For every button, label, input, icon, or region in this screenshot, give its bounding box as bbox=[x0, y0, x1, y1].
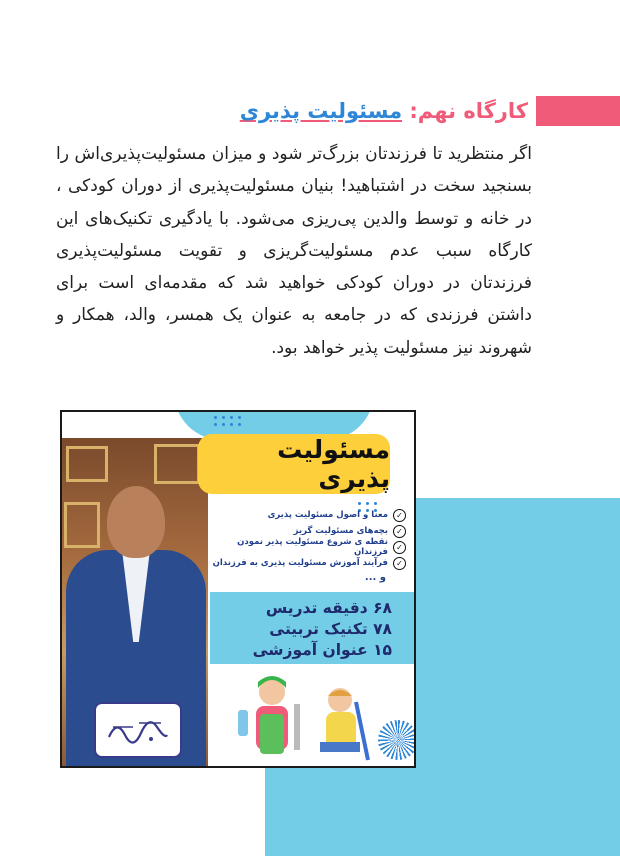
list-item: ✓ بچه‌های مسئولیت گریز bbox=[206, 523, 406, 539]
section-title bbox=[240, 96, 620, 126]
stats-list bbox=[253, 598, 392, 661]
poster-heading: مسئولیت پذیری bbox=[277, 435, 390, 493]
check-icon: ✓ bbox=[393, 509, 406, 522]
body-paragraph: اگر منتظرید تا فرزندتان بزرگ‌تر شود و میزان مسئولیت‌پذیری‌اش را بسنجید سخت در اشتباهید! بنیان مسئولیت‌پذیری از دوران کودکی ، در خانه و توسط والدین پی‌ریزی می‌شود. با یادگیری تکنیک‌های این کارگاه سبب عدم مسئولیت‌گریزی و تقویت مسئولیت‌پذیری فرزندتان در دوران کودکی خواهید شد که مقدمه‌ای است برای داشتن فرزندی که در جامعه به عنوان یک همسر، والد، همکار و شهروند نیز مسئولیت پذیر خواهد بود. bbox=[56, 144, 532, 358]
brand-logo bbox=[94, 702, 182, 758]
stat-techniques: ۷۸ تکنیک تربیتی bbox=[269, 620, 392, 638]
kid-boy-cleaning-image bbox=[306, 682, 376, 766]
list-item: ✓ معنا و اصول مسئولیت پذیری bbox=[206, 507, 406, 523]
check-icon: ✓ bbox=[393, 541, 406, 554]
stat-teaching-minutes: ۶۸ دقیقه تدریس bbox=[265, 599, 392, 617]
topic-list bbox=[206, 507, 406, 571]
check-icon: ✓ bbox=[393, 525, 406, 538]
check-icon: ✓ bbox=[393, 557, 406, 570]
workshop-poster bbox=[60, 410, 416, 768]
more-topics-text: و ... bbox=[364, 572, 386, 583]
title-prefix: کارگاه نهم: bbox=[409, 99, 528, 123]
poster-heading-card bbox=[198, 434, 390, 494]
title-accent-bar bbox=[536, 96, 620, 126]
kid-girl-cleaning-image bbox=[232, 670, 312, 766]
stat-topics: ۱۵ عنوان آموزشی bbox=[252, 641, 392, 659]
speaker-head bbox=[107, 486, 165, 558]
title-text bbox=[240, 99, 528, 123]
title-main: مسئولیت پذیری bbox=[239, 99, 403, 123]
list-item: ✓ فرآیند آموزش مسئولیت پذیری به فرزندان bbox=[206, 555, 406, 571]
decor-burst bbox=[378, 720, 416, 760]
list-item: ✓ نقطه ی شروع مسئولیت پذیر نمودن فرزندان bbox=[206, 539, 406, 555]
